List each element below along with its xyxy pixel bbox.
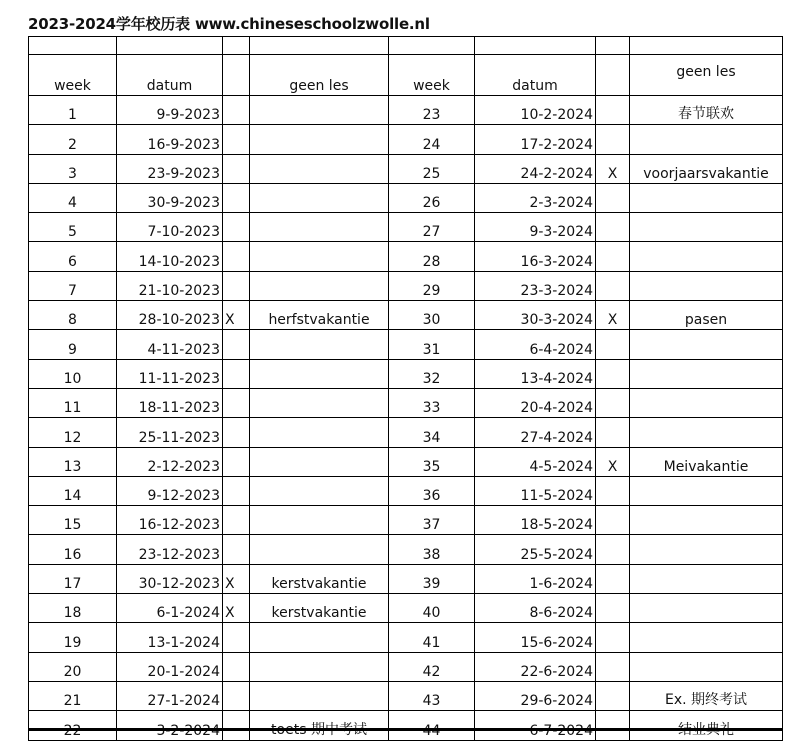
week-cell: 19 — [29, 623, 117, 652]
geen-les-note — [250, 242, 389, 271]
week-cell: 38 — [389, 535, 475, 564]
week-cell: 15 — [29, 506, 117, 535]
table-row — [29, 564, 783, 593]
week-cell: 10 — [29, 359, 117, 388]
week-cell: 18 — [29, 594, 117, 623]
date-cell: 1-6-2024 — [475, 564, 596, 593]
geen-les-note — [250, 711, 389, 740]
date-cell: 6-4-2024 — [475, 330, 596, 359]
header-mark — [223, 55, 250, 96]
week-cell: 13 — [29, 447, 117, 476]
no-class-mark — [596, 476, 630, 505]
date-cell: 9-9-2023 — [117, 96, 223, 125]
no-class-mark — [596, 96, 630, 125]
week-cell: 24 — [389, 125, 475, 154]
geen-les-note — [630, 594, 783, 623]
date-cell: 13-4-2024 — [475, 359, 596, 388]
no-class-mark — [223, 418, 250, 447]
no-class-mark — [223, 388, 250, 417]
no-class-mark — [596, 271, 630, 300]
geen-les-note — [250, 388, 389, 417]
week-cell: 27 — [389, 213, 475, 242]
no-class-mark — [596, 183, 630, 212]
table-row — [29, 388, 783, 417]
header-datum: datum — [117, 55, 223, 96]
geen-les-note: herfstvakantie — [250, 301, 389, 330]
date-cell: 18-5-2024 — [475, 506, 596, 535]
week-cell: 34 — [389, 418, 475, 447]
week-cell: 43 — [389, 681, 475, 710]
date-cell: 27-4-2024 — [475, 418, 596, 447]
geen-les-note — [630, 506, 783, 535]
week-cell: 16 — [29, 535, 117, 564]
date-cell: 13-1-2024 — [117, 623, 223, 652]
geen-les-note — [630, 330, 783, 359]
no-class-mark — [596, 681, 630, 710]
table-row — [29, 476, 783, 505]
date-cell: 11-11-2023 — [117, 359, 223, 388]
bottom-rule — [28, 728, 782, 731]
week-cell — [29, 711, 117, 740]
week-cell: 26 — [389, 183, 475, 212]
no-class-mark — [223, 623, 250, 652]
week-cell: 41 — [389, 623, 475, 652]
geen-les-note — [630, 623, 783, 652]
date-cell: 30-9-2023 — [117, 183, 223, 212]
week-cell: 4 — [29, 183, 117, 212]
no-class-mark: X — [223, 594, 250, 623]
no-class-mark: X — [223, 564, 250, 593]
table-row — [29, 330, 783, 359]
no-class-mark — [596, 242, 630, 271]
table-row — [29, 213, 783, 242]
geen-les-note: Ex. 期终考试 — [630, 681, 783, 710]
table-row — [29, 623, 783, 652]
geen-les-note — [630, 359, 783, 388]
no-class-mark — [223, 476, 250, 505]
week-cell: 29 — [389, 271, 475, 300]
table-row — [29, 594, 783, 623]
no-class-mark — [596, 213, 630, 242]
date-cell: 17-2-2024 — [475, 125, 596, 154]
week-cell: 23 — [389, 96, 475, 125]
no-class-mark — [223, 447, 250, 476]
week-cell: 35 — [389, 447, 475, 476]
geen-les-note — [250, 154, 389, 183]
blank-row — [29, 37, 783, 55]
no-class-mark — [223, 154, 250, 183]
week-cell: 2 — [29, 125, 117, 154]
date-cell: 25-11-2023 — [117, 418, 223, 447]
date-cell: 25-5-2024 — [475, 535, 596, 564]
no-class-mark — [223, 271, 250, 300]
geen-les-note — [630, 476, 783, 505]
date-cell: 11-5-2024 — [475, 476, 596, 505]
week-cell: 28 — [389, 242, 475, 271]
date-cell: 14-10-2023 — [117, 242, 223, 271]
geen-les-note: 春节联欢 — [630, 96, 783, 125]
week-cell: 32 — [389, 359, 475, 388]
week-cell: 30 — [389, 301, 475, 330]
geen-les-note — [250, 359, 389, 388]
table-row — [29, 359, 783, 388]
geen-les-note — [250, 271, 389, 300]
no-class-mark — [596, 594, 630, 623]
date-cell: 21-10-2023 — [117, 271, 223, 300]
week-cell: 21 — [29, 681, 117, 710]
geen-les-note: kerstvakantie — [250, 564, 389, 593]
header-geen-les: geen les — [250, 55, 389, 96]
no-class-mark — [223, 506, 250, 535]
date-cell: 10-2-2024 — [475, 96, 596, 125]
table-row — [29, 711, 783, 740]
geen-les-note — [250, 506, 389, 535]
date-cell: 2-3-2024 — [475, 183, 596, 212]
geen-les-note — [630, 125, 783, 154]
date-cell: 7-10-2023 — [117, 213, 223, 242]
date-cell: 29-6-2024 — [475, 681, 596, 710]
geen-les-note: voorjaarsvakantie — [630, 154, 783, 183]
table-row — [29, 242, 783, 271]
week-cell: 3 — [29, 154, 117, 183]
no-class-mark — [596, 711, 630, 740]
date-cell: 20-4-2024 — [475, 388, 596, 417]
date-cell: 9-3-2024 — [475, 213, 596, 242]
table-row — [29, 418, 783, 447]
no-class-mark — [223, 711, 250, 740]
header-geen-les: geen les — [630, 55, 783, 96]
date-cell: 20-1-2024 — [117, 652, 223, 681]
no-class-mark — [223, 183, 250, 212]
week-cell: 7 — [29, 271, 117, 300]
geen-les-note — [250, 623, 389, 652]
no-class-mark: X — [596, 301, 630, 330]
geen-les-note — [250, 447, 389, 476]
week-cell: 1 — [29, 96, 117, 125]
geen-les-note — [630, 564, 783, 593]
geen-les-note — [630, 242, 783, 271]
week-cell: 31 — [389, 330, 475, 359]
calendar-table — [28, 36, 783, 741]
date-cell: 9-12-2023 — [117, 476, 223, 505]
geen-les-note — [250, 213, 389, 242]
no-class-mark — [596, 506, 630, 535]
week-cell: 12 — [29, 418, 117, 447]
week-cell: 39 — [389, 564, 475, 593]
date-cell: 30-12-2023 — [117, 564, 223, 593]
date-cell: 16-9-2023 — [117, 125, 223, 154]
date-cell: 8-6-2024 — [475, 594, 596, 623]
table-row — [29, 301, 783, 330]
geen-les-note: pasen — [630, 301, 783, 330]
geen-les-note — [250, 183, 389, 212]
geen-les-note: Meivakantie — [630, 447, 783, 476]
table-row — [29, 447, 783, 476]
page-title: 2023-2024学年校历表 www.chineseschoolzwolle.nl — [28, 15, 430, 33]
date-cell: 23-12-2023 — [117, 535, 223, 564]
table-row — [29, 652, 783, 681]
date-cell: 22-6-2024 — [475, 652, 596, 681]
week-cell: 40 — [389, 594, 475, 623]
date-cell: 24-2-2024 — [475, 154, 596, 183]
no-class-mark — [223, 213, 250, 242]
geen-les-note: kerstvakantie — [250, 594, 389, 623]
no-class-mark: X — [596, 447, 630, 476]
no-class-mark — [223, 652, 250, 681]
geen-les-note — [250, 476, 389, 505]
no-class-mark — [596, 652, 630, 681]
no-class-mark — [223, 242, 250, 271]
table-row — [29, 681, 783, 710]
no-class-mark — [596, 535, 630, 564]
geen-les-note — [250, 652, 389, 681]
no-class-mark — [596, 330, 630, 359]
week-cell: 14 — [29, 476, 117, 505]
date-cell: 18-11-2023 — [117, 388, 223, 417]
week-cell: 25 — [389, 154, 475, 183]
week-cell — [389, 711, 475, 740]
geen-les-note — [630, 652, 783, 681]
no-class-mark — [596, 418, 630, 447]
week-cell: 42 — [389, 652, 475, 681]
date-cell: 16-3-2024 — [475, 242, 596, 271]
geen-les-note — [250, 330, 389, 359]
date-cell: 4-11-2023 — [117, 330, 223, 359]
no-class-mark — [223, 359, 250, 388]
no-class-mark — [596, 125, 630, 154]
geen-les-note — [250, 535, 389, 564]
table-row — [29, 96, 783, 125]
geen-les-note — [250, 125, 389, 154]
geen-les-note — [630, 418, 783, 447]
no-class-mark — [596, 359, 630, 388]
geen-les-note — [250, 418, 389, 447]
date-cell: 23-9-2023 — [117, 154, 223, 183]
week-cell: 36 — [389, 476, 475, 505]
date-cell — [475, 711, 596, 740]
no-class-mark — [596, 564, 630, 593]
no-class-mark: X — [596, 154, 630, 183]
date-cell: 28-10-2023 — [117, 301, 223, 330]
week-cell: 17 — [29, 564, 117, 593]
week-cell: 5 — [29, 213, 117, 242]
table-row — [29, 271, 783, 300]
header-mark — [596, 55, 630, 96]
week-cell: 33 — [389, 388, 475, 417]
no-class-mark — [223, 681, 250, 710]
geen-les-note — [250, 96, 389, 125]
date-cell: 15-6-2024 — [475, 623, 596, 652]
week-cell: 11 — [29, 388, 117, 417]
table-row — [29, 183, 783, 212]
table-row — [29, 154, 783, 183]
week-cell: 6 — [29, 242, 117, 271]
geen-les-note — [250, 681, 389, 710]
date-cell: 2-12-2023 — [117, 447, 223, 476]
date-cell: 4-5-2024 — [475, 447, 596, 476]
week-cell: 20 — [29, 652, 117, 681]
geen-les-note — [630, 388, 783, 417]
date-cell — [117, 711, 223, 740]
geen-les-note — [630, 271, 783, 300]
week-cell: 8 — [29, 301, 117, 330]
geen-les-note — [630, 213, 783, 242]
no-class-mark — [223, 125, 250, 154]
table-row — [29, 535, 783, 564]
date-cell: 30-3-2024 — [475, 301, 596, 330]
no-class-mark — [223, 330, 250, 359]
geen-les-note — [630, 711, 783, 740]
week-cell: 9 — [29, 330, 117, 359]
date-cell: 27-1-2024 — [117, 681, 223, 710]
date-cell: 6-1-2024 — [117, 594, 223, 623]
header-row — [29, 55, 783, 96]
no-class-mark — [596, 388, 630, 417]
table-row — [29, 125, 783, 154]
geen-les-note — [630, 535, 783, 564]
date-cell: 16-12-2023 — [117, 506, 223, 535]
table-row — [29, 506, 783, 535]
date-cell: 23-3-2024 — [475, 271, 596, 300]
header-week: week — [29, 55, 117, 96]
header-week: week — [389, 55, 475, 96]
geen-les-note — [630, 183, 783, 212]
no-class-mark — [223, 96, 250, 125]
week-cell: 37 — [389, 506, 475, 535]
header-datum: datum — [475, 55, 596, 96]
no-class-mark — [223, 535, 250, 564]
no-class-mark — [596, 623, 630, 652]
no-class-mark: X — [223, 301, 250, 330]
